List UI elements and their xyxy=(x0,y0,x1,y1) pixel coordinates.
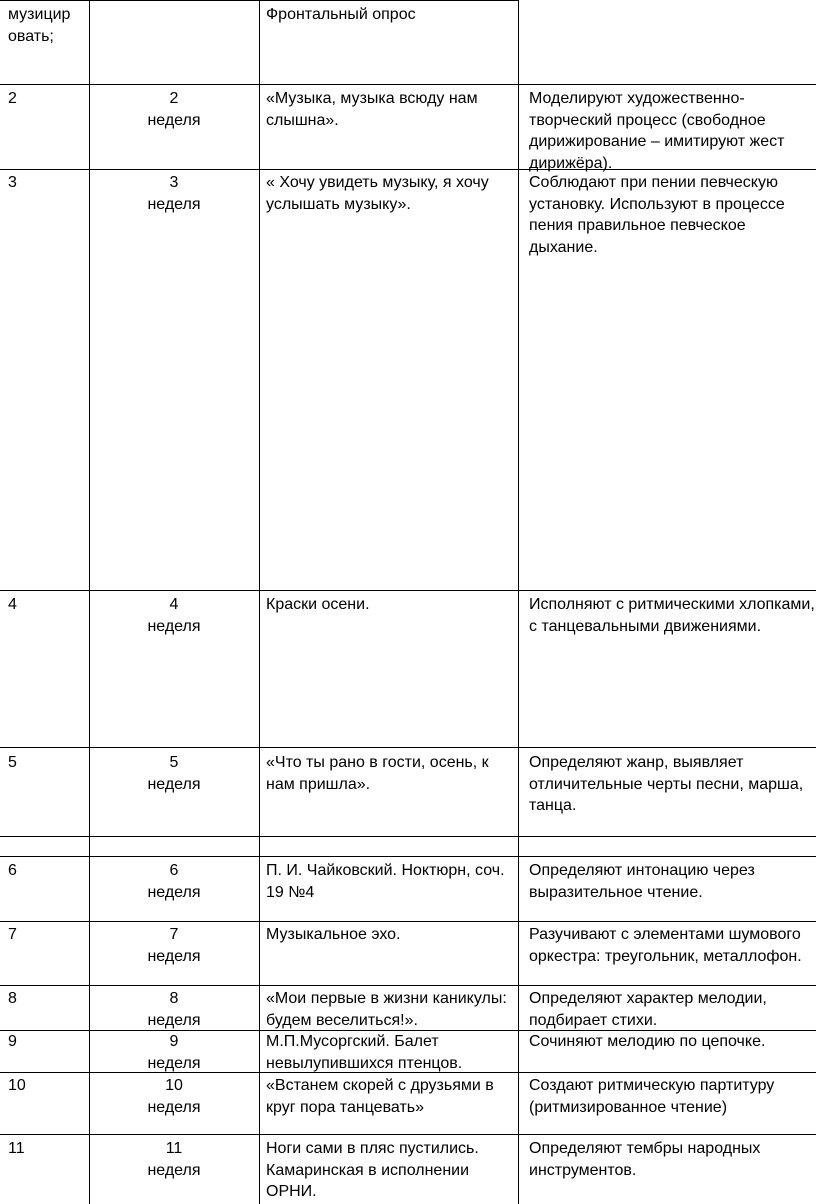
row-number: 10 xyxy=(8,1077,26,1094)
row-divider xyxy=(0,84,816,85)
student-activity: Соблюдают при пении певческую установку. Используют в процессе пения правильное певческое дыхание. xyxy=(529,174,785,256)
student-activity: Сочиняют мелодию по цепочке. xyxy=(529,1033,766,1050)
column-divider xyxy=(89,0,90,1204)
week-number: 3 xyxy=(169,174,179,191)
week-label: неделя xyxy=(147,1054,201,1072)
row-number: 5 xyxy=(8,754,17,771)
continued-cell: музицир овать; xyxy=(8,6,71,45)
lesson-topic: Музыкальное эхо. xyxy=(266,926,401,943)
row-number: 3 xyxy=(8,174,17,191)
week-number: 10 xyxy=(165,1077,183,1094)
week-number: 6 xyxy=(169,862,179,879)
student-activity: Определяют жанр, выявляет отличительные черты песни, марша, танца. xyxy=(529,754,804,814)
row-divider xyxy=(0,836,816,837)
week-label: неделя xyxy=(147,947,201,965)
row-number: 9 xyxy=(8,1033,17,1050)
row-divider xyxy=(0,985,816,986)
student-activity: Исполняют с ритмическими хлопками, с танцевальными движениями. xyxy=(529,596,815,635)
row-divider xyxy=(0,747,816,748)
row-divider xyxy=(0,921,816,922)
student-activity: Определяют тембры народных инструментов. xyxy=(529,1140,761,1179)
lesson-topic: «Музыка, музыка всюду нам слышна». xyxy=(266,90,478,129)
week-label: неделя xyxy=(147,617,201,635)
student-activity: Определяют интонацию через выразительное чтение. xyxy=(529,862,755,901)
week-label: неделя xyxy=(147,775,201,793)
week-label: неделя xyxy=(147,1098,201,1116)
week-label: неделя xyxy=(147,883,201,901)
column-divider xyxy=(518,0,519,1204)
student-activity: Создают ритмическую партитуру (ритмизированное чтение) xyxy=(529,1077,775,1116)
lesson-topic: Краски осени. xyxy=(266,596,370,613)
row-number: 2 xyxy=(8,90,17,107)
row-number: 4 xyxy=(8,596,17,613)
row-divider xyxy=(0,590,816,591)
lesson-topic: Ноги сами в пляс пустились. Камаринская в исполнении ОРНИ. xyxy=(266,1140,479,1200)
week-number: 4 xyxy=(169,596,179,613)
lesson-topic: «Мои первые в жизни каникулы: будем веселиться!». xyxy=(266,990,507,1029)
student-activity: Разучивают с элементами шумового оркестра: треугольник, металлофон. xyxy=(529,926,802,965)
row-number: 7 xyxy=(8,926,17,943)
lesson-topic: «Встанем скорей с друзьями в круг пора танцевать» xyxy=(266,1077,494,1116)
row-number: 8 xyxy=(8,990,17,1007)
week-label: неделя xyxy=(147,195,201,213)
week-number: 5 xyxy=(169,754,179,771)
week-label: неделя xyxy=(147,1161,201,1179)
student-activity: Моделируют художественно-творческий процесс (свободное дирижирование – имитируют жест дирижёра). xyxy=(529,90,785,172)
week-label: неделя xyxy=(147,111,201,129)
student-activity: Определяют характер мелодии, подбирает стихи. xyxy=(529,990,767,1029)
lesson-topic: М.П.Мусоргский. Балет невылупившихся птенцов. xyxy=(266,1033,463,1072)
continued-topic: Фронтальный опрос xyxy=(266,6,416,23)
row-divider xyxy=(0,1134,816,1135)
lesson-topic: П. И. Чайковский. Ноктюрн, соч. 19 №4 xyxy=(266,862,505,901)
week-label: неделя xyxy=(147,1011,201,1029)
week-number: 9 xyxy=(169,1033,179,1050)
row-divider xyxy=(0,856,816,857)
week-number: 2 xyxy=(169,90,179,107)
lesson-topic: « Хочу увидеть музыку, я хочу услышать музыку». xyxy=(266,174,489,213)
lesson-topic: «Что ты рано в гости, осень, к нам пришла». xyxy=(266,754,489,793)
week-number: 11 xyxy=(165,1140,183,1157)
week-number: 8 xyxy=(169,990,179,1007)
row-number: 11 xyxy=(8,1140,25,1157)
row-number: 6 xyxy=(8,862,17,879)
column-divider xyxy=(259,0,260,1204)
week-number: 7 xyxy=(169,926,179,943)
